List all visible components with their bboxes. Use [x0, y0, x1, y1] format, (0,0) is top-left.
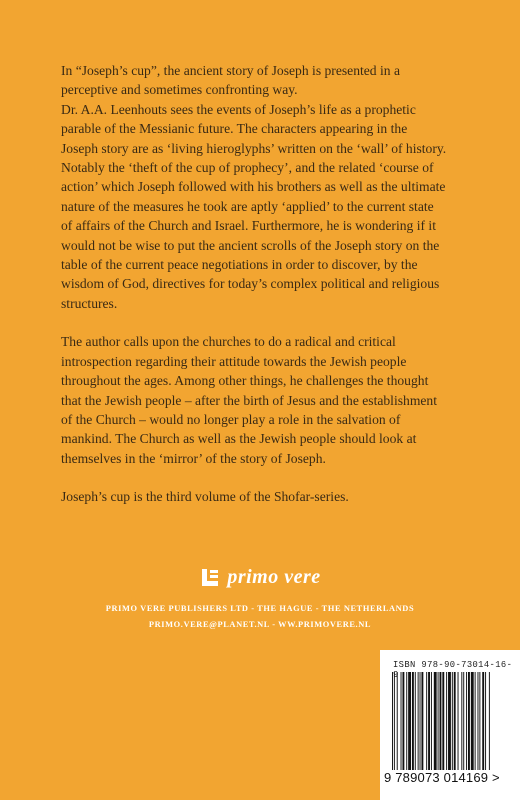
barcode-bar — [426, 672, 427, 770]
primo-vere-logo-icon — [199, 567, 221, 589]
blurb-paragraph-3: Joseph’s cup is the third volume of the Shofar-series. — [61, 489, 349, 505]
barcode-bar — [482, 672, 484, 770]
barcode-bar — [454, 672, 456, 770]
blurb-paragraph-2 — [61, 332, 471, 468]
barcode-bar — [446, 672, 447, 770]
barcode-bar — [440, 672, 442, 770]
barcode-bar — [421, 672, 423, 770]
publisher-contact-line: PRIMO.VERE@PLANET.NL - WW.PRIMOVERE.NL — [148, 620, 372, 629]
blurb-line: In “Joseph’s cup”, the ancient story of Joseph is presented in a — [61, 63, 401, 78]
barcode-bar — [408, 672, 411, 770]
blurb-line: The author calls upon the churches to do a radical and critical — [61, 334, 396, 350]
back-cover-blurb — [61, 61, 471, 526]
barcode-bar — [442, 672, 444, 770]
barcode-bar — [412, 672, 414, 770]
barcode-bar — [461, 672, 462, 770]
blurb-line: Notably the ‘theft of the cup of prophecy’, and the related ‘course of — [61, 160, 434, 176]
blurb-line: perceptive and sometimes confronting way. — [61, 82, 298, 98]
barcode-bar — [406, 672, 407, 770]
barcode-bar — [489, 672, 490, 770]
barcode-bar — [466, 672, 467, 770]
blurb-line: introspection regarding their attitude towards the Jewish people — [61, 353, 407, 369]
publisher-logo — [0, 566, 520, 589]
blurb-line: Dr. A.A. Leenhouts sees the events of Joseph’s life as a prophetic — [61, 101, 416, 117]
barcode-bar — [452, 672, 453, 770]
barcode-bars — [392, 672, 508, 770]
barcode-bar — [418, 672, 419, 770]
barcode-bar — [394, 672, 395, 770]
barcode-bar — [475, 672, 476, 770]
publisher-address-line: PRIMO VERE PUBLISHERS LTD - THE HAGUE - THE NETHERLANDS — [105, 604, 415, 613]
blurb-paragraph-1 — [61, 61, 471, 313]
barcode-bar — [479, 672, 480, 770]
barcode-bar — [438, 672, 439, 770]
barcode-bar — [397, 672, 398, 770]
barcode-bar — [463, 672, 464, 770]
barcode-bar — [392, 672, 393, 770]
blurb-line: of affairs of the Church and Israel. Furthermore, he is wondering if it — [61, 218, 436, 234]
barcode-bar — [431, 672, 432, 770]
blurb-line: Joseph story are as ‘living hieroglyphs’ written on the ‘wall’ of history. — [61, 140, 447, 156]
publisher-logo-text: primo vere — [227, 566, 321, 588]
barcode-digits: 9 789073 014169 > — [384, 770, 500, 785]
blurb-line: table of the current peace negotiations in order to discover, by the — [61, 257, 418, 273]
barcode-panel — [380, 650, 520, 800]
barcode-bar — [468, 672, 470, 770]
blurb-line: action’ which Joseph followed with his brothers as well as the ultimate — [61, 179, 446, 195]
blurb-line: throughout the ages. Among other things, he challenges the thought — [61, 373, 429, 389]
blurb-line: that the Jewish people – after the birth of Jesus and the establishment — [61, 392, 437, 408]
blurb-line: would not be wise to put the ancient scrolls of the Joseph story on the — [61, 237, 440, 253]
barcode-bar — [428, 672, 430, 770]
blurb-line: mankind. The Church as well as the Jewish people should look at — [61, 431, 417, 447]
barcode-bar — [448, 672, 451, 770]
blurb-line: of the Church – would no longer play a role in the salvation of — [61, 411, 401, 427]
barcode-bar — [458, 672, 459, 770]
blurb-line: wisdom of God, directives for today’s complex political and religious — [61, 276, 440, 292]
barcode-bar — [478, 672, 479, 770]
blurb-line: structures. — [61, 295, 118, 311]
barcode-bar — [471, 672, 474, 770]
barcode-bar — [420, 672, 421, 770]
barcode-bar — [415, 672, 416, 770]
barcode-bar — [434, 672, 437, 770]
isbn-label: ISBN 978-90-73014-16-9 — [393, 660, 513, 680]
barcode-bar — [401, 672, 402, 770]
blurb-line: themselves in the ‘mirror’ of the story of Joseph. — [61, 450, 326, 466]
barcode-bar — [485, 672, 486, 770]
blurb-line: nature of the measures he took are aptly ‘applied’ to the current state — [61, 198, 434, 214]
barcode-bar — [402, 672, 404, 770]
blurb-line: parable of the Messianic future. The characters appearing in the — [61, 121, 408, 137]
